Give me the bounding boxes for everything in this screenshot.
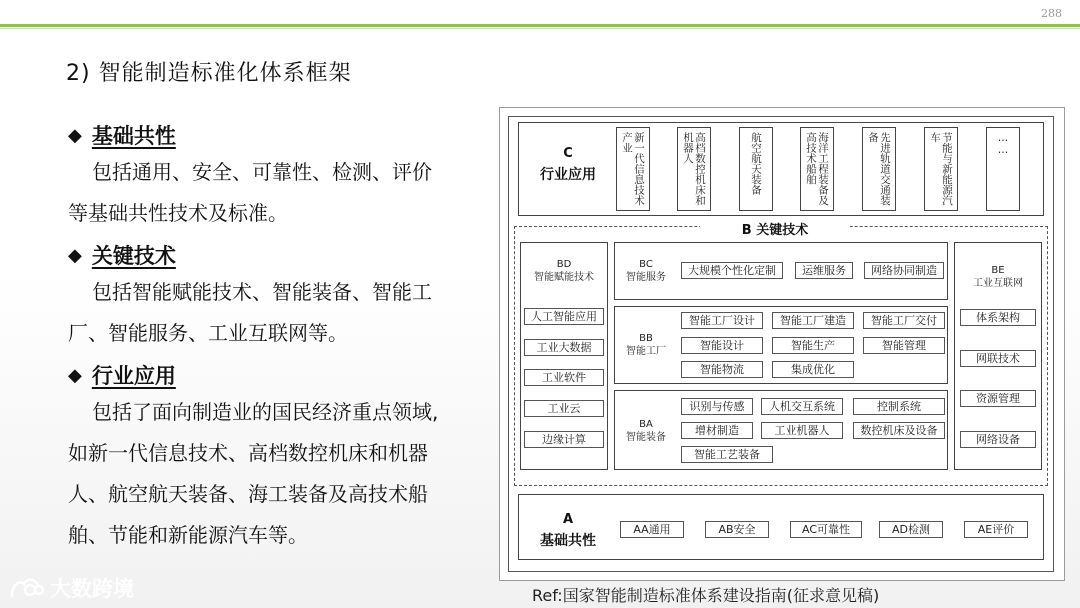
- bb-item: 集成优化: [772, 361, 854, 378]
- header-accent-line-thin: [0, 28, 1080, 29]
- bc-name: 智能服务: [626, 272, 666, 283]
- be-code: BE: [991, 265, 1005, 276]
- bullet-text: 包括智能赋能技术、智能装备、智能工: [92, 280, 432, 304]
- bullet-heading: ◆ 关键技术: [68, 244, 176, 268]
- reference-caption: Ref:国家智能制造标准体系建设指南(征求意见稿): [532, 586, 880, 605]
- industry-column: 航空航天装备: [739, 127, 773, 211]
- bullet-text: 舶、节能和新能源汽车等。: [68, 523, 308, 547]
- ba-item: 数控机床及设备: [853, 422, 945, 439]
- bd-item: 工业云: [524, 400, 604, 417]
- slide-title: 2) 智能制造标准化体系框架: [66, 61, 352, 86]
- watermark: [8, 573, 134, 603]
- watermark-text: 大数跨境: [50, 577, 134, 601]
- header-accent-line: [0, 24, 1080, 27]
- page-number: 288: [1041, 7, 1062, 20]
- bc-item: 大规模个性化定制: [681, 262, 783, 279]
- a-item: AB安全: [705, 521, 769, 538]
- bc-code: BC: [639, 259, 653, 270]
- bullet-text: 人、航空航天装备、海工装备及高技术船: [68, 482, 428, 506]
- industry-column: 海洋工程装备及高技术船舶: [800, 127, 834, 211]
- bullet-text: 厂、智能服务、工业互联网等。: [68, 321, 348, 345]
- bd-item: 工业大数据: [524, 339, 604, 356]
- be-item: 网联技术: [960, 350, 1036, 367]
- be-item: 资源管理: [960, 390, 1036, 407]
- ba-name: 智能装备: [626, 432, 666, 443]
- bb-item: 智能管理: [863, 337, 945, 354]
- diamond-bullet-icon: ◆: [68, 124, 82, 146]
- bd-item: 人工智能应用: [524, 308, 604, 325]
- section-a-letter: A: [562, 512, 574, 527]
- be-item: 体系架构: [960, 309, 1036, 326]
- a-item: AA通用: [620, 521, 684, 538]
- industry-column: 高档数控机床和机器人: [677, 127, 711, 211]
- be-item: 网络设备: [960, 431, 1036, 448]
- section-c-letter: C: [563, 146, 573, 161]
- bullet-text: 如新一代信息技术、高档数控机床和机器: [68, 441, 428, 465]
- bd-name: 智能赋能技术: [534, 272, 594, 283]
- bb-item: 智能工厂设计: [681, 312, 763, 329]
- bb-item: 智能物流: [681, 361, 763, 378]
- bb-name: 智能工厂: [626, 346, 666, 357]
- bd-code: BD: [556, 259, 572, 270]
- bullet-text: 等基础共性技术及标准。: [68, 201, 288, 225]
- industry-column: ……: [986, 127, 1020, 211]
- ba-item: 增材制造: [681, 422, 753, 439]
- ba-item: 智能工艺装备: [681, 446, 773, 463]
- ba-item: 工业机器人: [761, 422, 843, 439]
- a-item: AE评价: [964, 521, 1028, 538]
- bc-item: 运维服务: [795, 262, 853, 279]
- ba-code: BA: [639, 419, 653, 430]
- bullet-text: 包括通用、安全、可靠性、检测、评价: [92, 160, 432, 184]
- bb-item: 智能生产: [772, 337, 854, 354]
- diamond-bullet-icon: ◆: [68, 364, 82, 386]
- watermark-logo-icon: [8, 574, 44, 602]
- diamond-bullet-icon: ◆: [68, 244, 82, 266]
- bb-item: 智能工厂交付: [863, 312, 945, 329]
- bb-item: 智能工厂建造: [772, 312, 854, 329]
- bc-item: 网络协同制造: [864, 262, 944, 279]
- bb-item: 智能设计: [681, 337, 763, 354]
- bullet-heading: ◆ 行业应用: [68, 364, 176, 388]
- a-item: AC可靠性: [790, 521, 862, 538]
- be-name: 工业互联网: [973, 278, 1023, 289]
- bullet-text: 包括了面向制造业的国民经济重点领域,: [92, 400, 439, 424]
- ba-item: 控制系统: [853, 398, 945, 415]
- section-c-label: 行业应用: [540, 167, 596, 183]
- bullet-heading: ◆ 基础共性: [68, 124, 176, 148]
- section-b-title: B 关键技术: [700, 219, 850, 238]
- industry-column: 先进轨道交通装备: [862, 127, 896, 211]
- industry-column: 节能与新能源汽车: [924, 127, 958, 211]
- section-a-label: 基础共性: [540, 533, 596, 549]
- ba-item: 人机交互系统: [761, 398, 843, 415]
- industry-column: 新一代信息技术产业: [616, 127, 650, 211]
- bb-code: BB: [639, 333, 653, 344]
- standard-system-diagram: [499, 107, 1065, 581]
- ba-item: 识别与传感: [681, 398, 753, 415]
- a-item: AD检测: [879, 521, 943, 538]
- bd-item: 边缘计算: [524, 431, 604, 448]
- bd-item: 工业软件: [524, 369, 604, 386]
- bullet-list: [68, 118, 488, 558]
